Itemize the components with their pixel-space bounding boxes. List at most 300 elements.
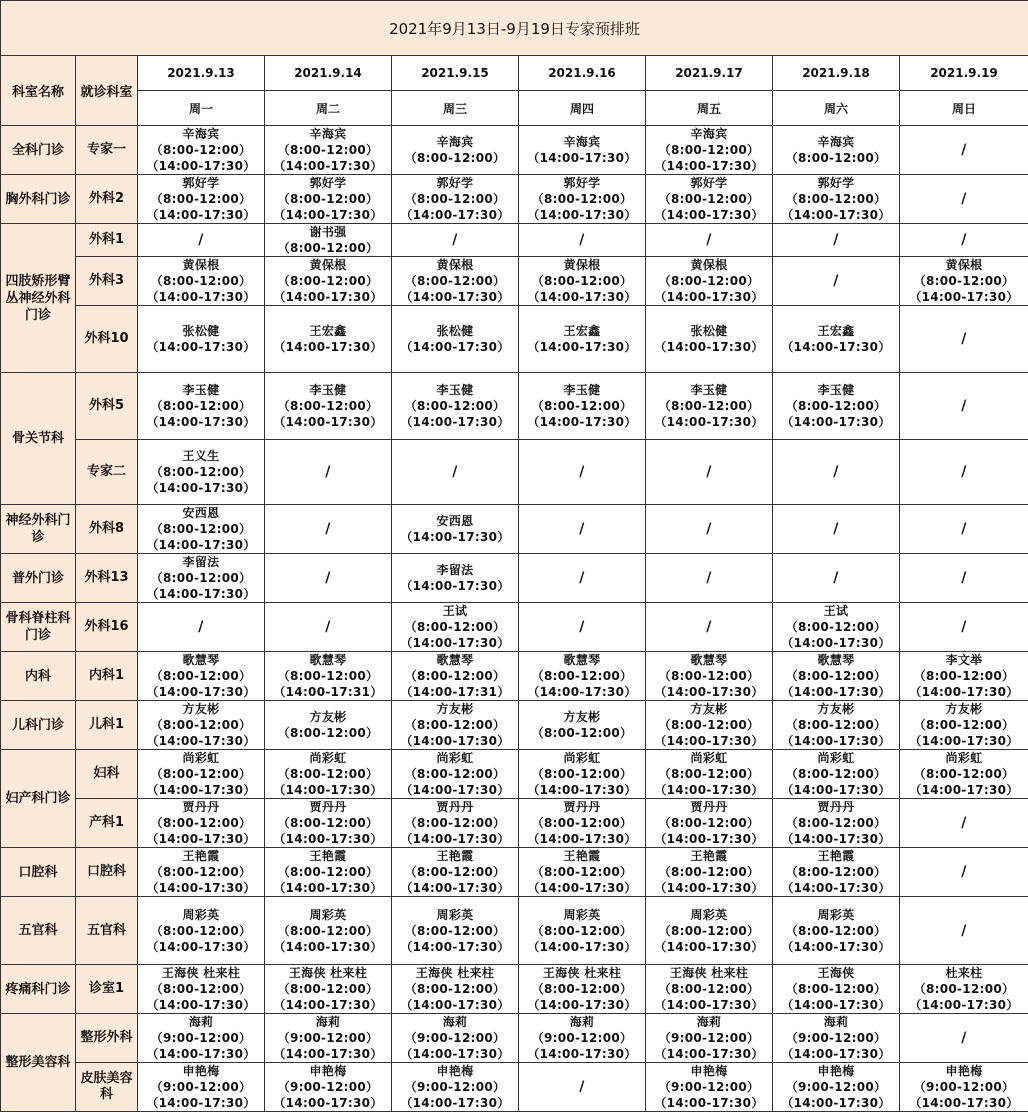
no-schedule-mark: / xyxy=(265,619,391,635)
no-schedule-mark: / xyxy=(519,521,645,537)
doctor-name: 方友彬 xyxy=(392,701,518,717)
doctor-name: 尚彩虹 xyxy=(138,750,264,766)
doctor-name: 李玉健 xyxy=(646,382,772,398)
table-row xyxy=(1,175,1028,224)
doctor-name: 海莉 xyxy=(519,1014,645,1030)
time-slot: （14:00-17:30） xyxy=(519,207,645,223)
schedule-cell xyxy=(646,652,773,701)
time-slot: （8:00-12:00） xyxy=(519,398,645,414)
time-slot: （14:00-17:30） xyxy=(265,414,391,430)
schedule-cell xyxy=(900,897,1028,965)
schedule-cell xyxy=(519,1063,646,1112)
schedule-cell xyxy=(773,175,900,224)
clinic-room: 儿科1 xyxy=(76,701,138,750)
time-slot: （14:00-17:30） xyxy=(138,733,264,749)
doctor-name: 贾丹丹 xyxy=(138,799,264,815)
doctor-name: 李文举 xyxy=(900,652,1028,668)
doctor-name: 王艳霞 xyxy=(646,848,772,864)
time-slot: （14:00-17:30） xyxy=(138,997,264,1013)
time-slot: （14:00-17:30） xyxy=(138,782,264,798)
time-slot: （14:00-17:30） xyxy=(392,635,518,651)
time-slot: （14:00-17:30） xyxy=(265,997,391,1013)
schedule-cell xyxy=(265,505,392,554)
schedule-cell xyxy=(773,554,900,603)
doctor-name: 方友彬 xyxy=(519,709,645,725)
department-name: 妇产科门诊 xyxy=(1,750,76,848)
doctor-name: 郭好学 xyxy=(519,175,645,191)
time-slot: （8:00-12:00） xyxy=(138,398,264,414)
schedule-cell xyxy=(773,126,900,175)
time-slot: （14:00-17:30） xyxy=(646,158,772,174)
doctor-name: 歌慧琴 xyxy=(138,652,264,668)
time-slot: （8:00-12:00） xyxy=(519,923,645,939)
schedule-cell xyxy=(773,224,900,257)
time-slot: （14:00-17:30） xyxy=(773,733,899,749)
schedule-cell xyxy=(900,603,1028,652)
time-slot: （8:00-12:00） xyxy=(519,273,645,289)
no-schedule-mark: / xyxy=(900,191,1028,207)
doctor-name: 尚彩虹 xyxy=(519,750,645,766)
schedule-cell xyxy=(138,701,265,750)
time-slot: （14:00-17:30） xyxy=(392,782,518,798)
time-slot: （8:00-12:00） xyxy=(265,191,391,207)
time-slot: （8:00-12:00） xyxy=(138,273,264,289)
schedule-cell xyxy=(392,126,519,175)
clinic-room: 诊室1 xyxy=(76,965,138,1014)
time-slot: （8:00-12:00） xyxy=(392,864,518,880)
doctor-name: 张松健 xyxy=(392,323,518,339)
doctor-name: 王海侠 xyxy=(773,965,899,981)
no-schedule-mark: / xyxy=(900,398,1028,414)
table-row xyxy=(1,965,1028,1014)
time-slot: （14:00-17:30） xyxy=(519,782,645,798)
time-slot: （8:00-12:00） xyxy=(646,923,772,939)
time-slot: （14:00-17:30） xyxy=(646,880,772,896)
date-header: 2021.9.14 xyxy=(265,56,392,91)
time-slot: （8:00-12:00） xyxy=(773,864,899,880)
time-slot: （8:00-12:00） xyxy=(646,142,772,158)
schedule-cell xyxy=(392,701,519,750)
schedule-cell xyxy=(519,306,646,373)
doctor-name: 海莉 xyxy=(773,1014,899,1030)
time-slot: （14:00-17:30） xyxy=(646,939,772,955)
time-slot: （14:00-17:30） xyxy=(519,1046,645,1062)
schedule-cell xyxy=(773,257,900,306)
schedule-cell xyxy=(646,799,773,848)
schedule-cell xyxy=(519,126,646,175)
schedule-cell xyxy=(138,750,265,799)
schedule-cell xyxy=(392,224,519,257)
time-slot: （9:00-12:00） xyxy=(773,1030,899,1046)
no-schedule-mark: / xyxy=(773,232,899,248)
table-row xyxy=(1,603,1028,652)
table-row xyxy=(1,848,1028,897)
time-slot: （14:00-17:30） xyxy=(392,339,518,355)
schedule-cell xyxy=(138,175,265,224)
no-schedule-mark: / xyxy=(646,464,772,480)
time-slot: （8:00-12:00） xyxy=(773,766,899,782)
doctor-name: 王海侠 杜来柱 xyxy=(519,965,645,981)
department-name: 全科门诊 xyxy=(1,126,76,175)
time-slot: （14:00-17:30） xyxy=(646,414,772,430)
time-slot: （14:00-17:30） xyxy=(392,880,518,896)
table-row xyxy=(1,652,1028,701)
time-slot: （14:00-17:30） xyxy=(646,289,772,305)
doctor-name: 谢书强 xyxy=(265,224,391,240)
clinic-room: 外科1 xyxy=(76,224,138,257)
time-slot: （8:00-12:00） xyxy=(265,815,391,831)
time-slot: （14:00-17:30） xyxy=(646,782,772,798)
time-slot: （14:00-17:30） xyxy=(773,339,899,355)
time-slot: （8:00-12:00） xyxy=(138,464,264,480)
schedule-cell xyxy=(646,750,773,799)
doctor-name: 王海侠 杜来柱 xyxy=(265,965,391,981)
schedule-cell xyxy=(646,440,773,505)
no-schedule-mark: / xyxy=(773,464,899,480)
time-slot: （14:00-17:30） xyxy=(519,339,645,355)
time-slot: （8:00-12:00） xyxy=(773,191,899,207)
schedule-cell xyxy=(265,224,392,257)
no-schedule-mark: / xyxy=(265,521,391,537)
weekday-header: 周日 xyxy=(900,91,1028,126)
no-schedule-mark: / xyxy=(646,570,772,586)
schedule-cell xyxy=(900,965,1028,1014)
schedule-cell xyxy=(138,897,265,965)
table-row xyxy=(1,505,1028,554)
time-slot: （14:00-17:30） xyxy=(265,939,391,955)
doctor-name: 周彩英 xyxy=(519,907,645,923)
time-slot: （14:00-17:30） xyxy=(773,782,899,798)
time-slot: （8:00-12:00） xyxy=(265,273,391,289)
schedule-cell xyxy=(392,1063,519,1112)
schedule-cell xyxy=(646,1063,773,1112)
time-slot: （8:00-12:00） xyxy=(392,766,518,782)
time-slot: （14:00-17:30） xyxy=(519,880,645,896)
time-slot: （14:00-17:30） xyxy=(519,831,645,847)
department-name: 胸外科门诊 xyxy=(1,175,76,224)
schedule-cell xyxy=(392,440,519,505)
no-schedule-mark: / xyxy=(519,1079,645,1095)
schedule-cell xyxy=(773,603,900,652)
time-slot: （14:00-17:30） xyxy=(138,684,264,700)
time-slot: （8:00-12:00） xyxy=(519,668,645,684)
time-slot: （8:00-12:00） xyxy=(900,981,1028,997)
schedule-cell xyxy=(265,701,392,750)
time-slot: （14:00-17:30） xyxy=(265,1046,391,1062)
doctor-name: 尚彩虹 xyxy=(265,750,391,766)
no-schedule-mark: / xyxy=(900,619,1028,635)
schedule-cell xyxy=(138,1063,265,1112)
schedule-cell xyxy=(138,505,265,554)
date-header: 2021.9.15 xyxy=(392,56,519,91)
time-slot: （8:00-12:00） xyxy=(392,273,518,289)
schedule-cell xyxy=(265,1014,392,1063)
clinic-room: 外科5 xyxy=(76,373,138,440)
doctor-name: 郭好学 xyxy=(646,175,772,191)
time-slot: （14:00-17:30） xyxy=(265,831,391,847)
schedule-cell xyxy=(519,257,646,306)
time-slot: （14:00-17:30） xyxy=(138,158,264,174)
doctor-name: 申艳梅 xyxy=(138,1063,264,1079)
schedule-cell xyxy=(392,603,519,652)
table-row xyxy=(1,373,1028,440)
schedule-cell xyxy=(519,440,646,505)
doctor-name: 周彩英 xyxy=(646,907,772,923)
time-slot: （8:00-12:00） xyxy=(900,668,1028,684)
schedule-cell xyxy=(519,1014,646,1063)
schedule-cell xyxy=(265,175,392,224)
time-slot: （14:00-17:30） xyxy=(138,414,264,430)
no-schedule-mark: / xyxy=(773,570,899,586)
schedule-cell xyxy=(392,554,519,603)
table-row xyxy=(1,897,1028,965)
doctor-name: 方友彬 xyxy=(900,701,1028,717)
schedule-cell xyxy=(646,373,773,440)
schedule-cell xyxy=(519,224,646,257)
schedule-cell xyxy=(519,652,646,701)
clinic-room: 五官科 xyxy=(76,897,138,965)
no-schedule-mark: / xyxy=(392,232,518,248)
no-schedule-mark: / xyxy=(900,464,1028,480)
time-slot: （8:00-12:00） xyxy=(773,619,899,635)
time-slot: （8:00-12:00） xyxy=(138,191,264,207)
doctor-name: 杜来柱 xyxy=(900,965,1028,981)
schedule-cell xyxy=(900,306,1028,373)
doctor-name: 尚彩虹 xyxy=(773,750,899,766)
doctor-name: 贾丹丹 xyxy=(646,799,772,815)
time-slot: （14:00-17:30） xyxy=(773,207,899,223)
time-slot: （8:00-12:00） xyxy=(773,398,899,414)
department-name: 骨关节科 xyxy=(1,373,76,505)
doctor-name: 辛海宾 xyxy=(138,126,264,142)
time-slot: （8:00-12:00） xyxy=(519,864,645,880)
time-slot: （8:00-12:00） xyxy=(138,668,264,684)
doctor-name: 王试 xyxy=(392,603,518,619)
schedule-cell xyxy=(900,224,1028,257)
schedule-cell xyxy=(900,1063,1028,1112)
doctor-name: 王艳霞 xyxy=(265,848,391,864)
time-slot: （14:00-17:30） xyxy=(138,939,264,955)
doctor-name: 海莉 xyxy=(265,1014,391,1030)
doctor-name: 黄保根 xyxy=(519,257,645,273)
clinic-room: 专家一 xyxy=(76,126,138,175)
time-slot: （14:00-17:30） xyxy=(646,831,772,847)
clinic-room: 妇科 xyxy=(76,750,138,799)
schedule-cell xyxy=(265,373,392,440)
time-slot: （14:00-17:30） xyxy=(773,880,899,896)
department-name: 四肢矫形臂丛神经外科门诊 xyxy=(1,224,76,373)
schedule-cell xyxy=(646,224,773,257)
time-slot: （8:00-12:00） xyxy=(392,398,518,414)
time-slot: （9:00-12:00） xyxy=(773,1079,899,1095)
table-row xyxy=(1,1014,1028,1063)
schedule-cell xyxy=(646,848,773,897)
no-schedule-mark: / xyxy=(646,232,772,248)
time-slot: （8:00-12:00） xyxy=(519,815,645,831)
time-slot: （8:00-12:00） xyxy=(773,815,899,831)
time-slot: （8:00-12:00） xyxy=(900,717,1028,733)
doctor-name: 歌慧琴 xyxy=(773,652,899,668)
schedule-cell xyxy=(900,848,1028,897)
doctor-name: 海莉 xyxy=(138,1014,264,1030)
time-slot: （14:00-17:30） xyxy=(392,1046,518,1062)
time-slot: （8:00-12:00） xyxy=(392,150,518,166)
doctor-name: 王宏鑫 xyxy=(773,323,899,339)
time-slot: （8:00-12:00） xyxy=(773,668,899,684)
doctor-name: 周彩英 xyxy=(265,907,391,923)
time-slot: （14:00-17:30） xyxy=(392,207,518,223)
schedule-cell xyxy=(519,701,646,750)
schedule-cell xyxy=(392,1014,519,1063)
doctor-name: 方友彬 xyxy=(646,701,772,717)
time-slot: （14:00-17:30） xyxy=(392,939,518,955)
time-slot: （14:00-17:30） xyxy=(519,997,645,1013)
doctor-name: 周彩英 xyxy=(392,907,518,923)
time-slot: （14:00-17:30） xyxy=(646,1095,772,1111)
clinic-room: 外科8 xyxy=(76,505,138,554)
doctor-name: 贾丹丹 xyxy=(773,799,899,815)
schedule-cell xyxy=(392,799,519,848)
schedule-cell xyxy=(773,1014,900,1063)
schedule-cell xyxy=(519,799,646,848)
schedule-cell xyxy=(519,175,646,224)
schedule-cell xyxy=(773,505,900,554)
no-schedule-mark: / xyxy=(519,464,645,480)
schedule-cell xyxy=(138,1014,265,1063)
time-slot: （9:00-12:00） xyxy=(519,1030,645,1046)
schedule-cell xyxy=(773,1063,900,1112)
time-slot: （14:00-17:30） xyxy=(265,158,391,174)
schedule-cell xyxy=(138,257,265,306)
time-slot: （14:00-17:30） xyxy=(773,997,899,1013)
schedule-cell xyxy=(900,1014,1028,1063)
time-slot: （9:00-12:00） xyxy=(646,1079,772,1095)
department-name: 内科 xyxy=(1,652,76,701)
schedule-cell xyxy=(900,126,1028,175)
clinic-room: 整形外科 xyxy=(76,1014,138,1063)
doctor-name: 黄保根 xyxy=(900,257,1028,273)
time-slot: （14:00-17:30） xyxy=(900,1095,1028,1111)
time-slot: （8:00-12:00） xyxy=(773,717,899,733)
table-row xyxy=(1,1063,1028,1112)
time-slot: （8:00-12:00） xyxy=(900,273,1028,289)
doctor-name: 郭好学 xyxy=(773,175,899,191)
doctor-name: 王艳霞 xyxy=(519,848,645,864)
time-slot: （8:00-12:00） xyxy=(773,981,899,997)
schedule-cell xyxy=(773,440,900,505)
schedule-cell xyxy=(138,440,265,505)
time-slot: （8:00-12:00） xyxy=(138,766,264,782)
schedule-cell xyxy=(138,603,265,652)
doctor-name: 周彩英 xyxy=(773,907,899,923)
table-row xyxy=(1,440,1028,505)
schedule-cell xyxy=(265,126,392,175)
time-slot: （14:00-17:30） xyxy=(646,997,772,1013)
schedule-cell xyxy=(138,965,265,1014)
no-schedule-mark: / xyxy=(900,232,1028,248)
weekday-header: 周三 xyxy=(392,91,519,126)
time-slot: （14:00-17:30） xyxy=(265,880,391,896)
doctor-name: 贾丹丹 xyxy=(392,799,518,815)
time-slot: （8:00-12:00） xyxy=(392,815,518,831)
time-slot: （8:00-12:00） xyxy=(646,981,772,997)
no-schedule-mark: / xyxy=(138,232,264,248)
doctor-name: 辛海宾 xyxy=(773,134,899,150)
schedule-cell xyxy=(138,848,265,897)
time-slot: （14:00-17:30） xyxy=(519,684,645,700)
schedule-cell xyxy=(138,126,265,175)
schedule-cell xyxy=(265,440,392,505)
schedule-cell xyxy=(392,750,519,799)
time-slot: （14:00-17:30） xyxy=(138,1095,264,1111)
table-row xyxy=(1,257,1028,306)
table-row xyxy=(1,126,1028,175)
doctor-name: 歌慧琴 xyxy=(392,652,518,668)
schedule-cell xyxy=(646,897,773,965)
department-name: 神经外科门诊 xyxy=(1,505,76,554)
doctor-name: 王艳霞 xyxy=(138,848,264,864)
time-slot: （8:00-12:00） xyxy=(265,864,391,880)
time-slot: （14:00-17:30） xyxy=(900,782,1028,798)
schedule-cell xyxy=(900,440,1028,505)
time-slot: （14:00-17:30） xyxy=(646,1046,772,1062)
department-name: 儿科门诊 xyxy=(1,701,76,750)
time-slot: （8:00-12:00） xyxy=(519,766,645,782)
clinic-room: 口腔科 xyxy=(76,848,138,897)
schedule-cell xyxy=(265,257,392,306)
schedule-cell xyxy=(773,799,900,848)
no-schedule-mark: / xyxy=(900,521,1028,537)
schedule-cell xyxy=(900,257,1028,306)
time-slot: （8:00-12:00） xyxy=(265,923,391,939)
time-slot: （8:00-12:00） xyxy=(646,766,772,782)
schedule-cell xyxy=(265,1063,392,1112)
schedule-cell xyxy=(392,965,519,1014)
time-slot: （9:00-12:00） xyxy=(138,1079,264,1095)
time-slot: （8:00-12:00） xyxy=(138,717,264,733)
schedule-cell xyxy=(265,848,392,897)
schedule-cell xyxy=(900,175,1028,224)
time-slot: （14:00-17:30） xyxy=(900,733,1028,749)
doctor-name: 王宏鑫 xyxy=(519,323,645,339)
time-slot: （14:00-17:30） xyxy=(519,150,645,166)
time-slot: （8:00-12:00） xyxy=(773,923,899,939)
clinic-room: 产科1 xyxy=(76,799,138,848)
time-slot: （8:00-12:00） xyxy=(392,191,518,207)
doctor-name: 郭好学 xyxy=(138,175,264,191)
time-slot: （14:00-17:30） xyxy=(900,289,1028,305)
time-slot: （8:00-12:00） xyxy=(138,923,264,939)
time-slot: （14:00-17:30） xyxy=(392,289,518,305)
clinic-room: 内科1 xyxy=(76,652,138,701)
time-slot: （8:00-12:00） xyxy=(138,981,264,997)
schedule-cell xyxy=(392,505,519,554)
schedule-cell xyxy=(265,554,392,603)
doctor-name: 申艳梅 xyxy=(773,1063,899,1079)
schedule-cell xyxy=(265,799,392,848)
schedule-cell xyxy=(392,306,519,373)
time-slot: （14:00-17:30） xyxy=(265,782,391,798)
table-row xyxy=(1,799,1028,848)
doctor-name: 李玉健 xyxy=(392,382,518,398)
doctor-name: 辛海宾 xyxy=(265,126,391,142)
schedule-cell xyxy=(519,965,646,1014)
time-slot: （8:00-12:00） xyxy=(773,150,899,166)
schedule-cell xyxy=(519,750,646,799)
date-header: 2021.9.17 xyxy=(646,56,773,91)
no-schedule-mark: / xyxy=(138,619,264,635)
schedule-cell xyxy=(900,652,1028,701)
